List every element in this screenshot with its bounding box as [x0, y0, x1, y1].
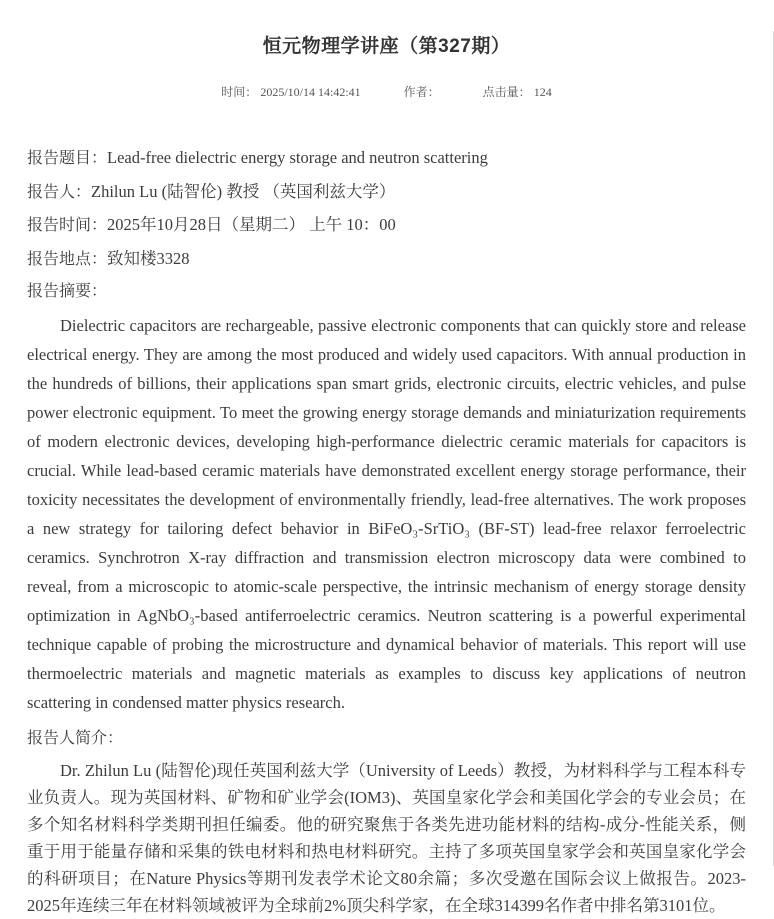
report-title-line: [27, 142, 746, 176]
meta-time-label: 时间：: [221, 85, 258, 99]
speaker-label: 报告人：: [27, 183, 92, 201]
meta-hits: [483, 83, 552, 100]
speaker-bio-section-label: 报告人简介：: [27, 729, 124, 747]
meta-row: [0, 83, 773, 100]
report-title-label: 报告题目：: [27, 150, 108, 167]
lecture-announcement-page: [0, 31, 774, 915]
speaker-line: [27, 176, 746, 210]
meta-time-value: 2025/10/14 14:42:41: [260, 85, 361, 99]
meta-hits-value: 124: [533, 85, 552, 99]
speaker-value: Zhilun Lu (陆智伦) 教授 （英国利兹大学）: [91, 181, 396, 201]
abstract-section-label: 报告摘要：: [27, 283, 108, 300]
report-title-value: Lead-free dielectric energy storage and neutron scattering: [107, 148, 488, 167]
report-time-line: [27, 209, 746, 243]
abstract-paragraph: Dielectric capacitors are rechargeable, passive electronic components that can quickly store and release electrical energy. They are among the most produced and widely used capacitors. With annual production in the hundreds of billions, their applications span smart grids, electronic circuits, electric vehicles, and pulse power electronic equipment. To meet the growing energy storage demands and miniaturization requirements of modern electronic devices, developing high-performance dielectric ceramic materials for capacitors is crucial. While lead-based ceramic materials have demonstrated excellent energy storage performance, their toxicity necessitates the development of environmentally friendly, lead-free alternatives. The work proposes a new strategy for tailoring defect behavior in BiFeO₃-SrTiO₃ (BF-ST) lead-free relaxor ferroelectric ceramics. Synchrotron X-ray diffraction and transmission electron microscopy data were combined to reveal, from a microscopic to atomic-scale perspective, the intrinsic mechanism of energy storage density optimization in AgNbO₃-based antiferroelectric ceramics. Neutron scattering is a powerful experimental technique capable of probing the microstructure and dynamical behavior of materials. This report will use thermoelectric materials and magnetic materials as examples to discuss key applications of neutron scattering in condensed matter physics research.: [27, 315, 746, 712]
meta-author: [404, 83, 440, 100]
meta-author-label: 作者：: [403, 85, 440, 99]
report-location-line: [27, 243, 746, 277]
article-body: [0, 142, 773, 919]
meta-hits-label: 点击量：: [482, 85, 531, 99]
report-time-label: 报告时间：: [27, 217, 108, 234]
meta-time: [221, 83, 360, 100]
speaker-bio-paragraph: Dr. Zhilun Lu (陆智伦)现任英国利兹大学（University of Leeds）教授，为材料科学与工程本科专业负责人。现为英国材料、矿物和矿业学会(IOM3)、英国皇家化学会和美国化学会的专业会员；在多个知名材料科学类期刊担任编委。他的研究聚焦于各类先进功能材料的结构-成分-性能关系，侧重于用于能量存储和采集的铁电材料和热电材料研究。主持了多项英国皇家学会和英国皇家化学会的科研项目；在Nature Physics等期刊发表学术论文80余篇；多次受邀在国际会议上做报告。2023-2025年连续三年在材料领域被评为全球前2%顶尖科学家，在全球314399名作者中排名第3101位。: [27, 761, 746, 915]
page-title: 恒元物理学讲座（第327期）: [262, 36, 511, 57]
report-location-value: 致知楼3328: [107, 248, 190, 268]
report-location-label: 报告地点：: [27, 250, 108, 268]
report-time-value: 2025年10月28日（星期二） 上午 10：00: [107, 215, 396, 234]
